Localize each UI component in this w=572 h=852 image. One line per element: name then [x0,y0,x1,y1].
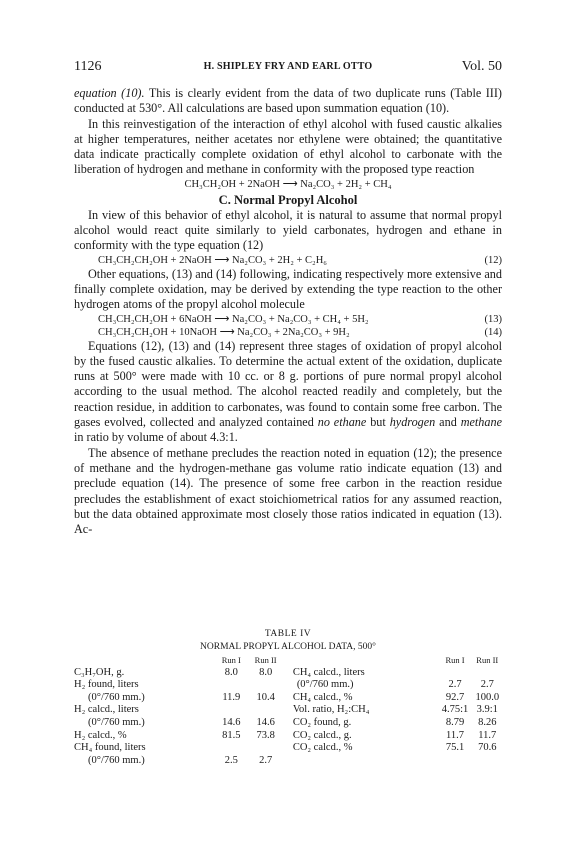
equation-12 [74,254,502,267]
equation-13 [74,313,502,326]
paragraph-5 [74,339,502,446]
equation-ethyl: CH₃CH₂OH + 2NaOH ⟶ Na₂CO₃ + 2H₂ + CH₄ [184,178,392,190]
table-header-row [74,654,502,667]
row-value: 8.26 [478,716,497,728]
row-value: 14.6 [222,716,241,728]
row-label: H₂ found, liters [74,679,139,691]
row-value: 75.1 [445,742,465,754]
section-heading: C. Normal Propyl Alcohol [218,192,358,207]
row-value [248,742,282,755]
paragraph-5-italic-1: no ethane [317,415,367,430]
row-value [437,667,472,680]
run-2-header-right: Run II [476,655,499,665]
page-number: 1126 [74,59,102,74]
row-label: CO₂ found, g. [292,716,352,728]
equation-13-number: (13) [484,313,502,325]
row-value: 11.9 [222,691,241,703]
row-value: 2.5 [224,754,238,766]
row-value [248,679,282,692]
paragraph-6: The absence of methane precludes the reaction noted in equation (12); the presence of methane and the hydrogen-methane gas volume ratio indicate equation (13) and preclude equation (14). The presence of some free carbon in the reaction residue precludes the establishment of exact stoichiometrical ratios for any assumed reaction, but the data obtained approximate most closely those ratios indicated in equation (13). Ac- [74,445,502,537]
table-row [74,667,502,680]
row-value [437,755,472,768]
running-title: H. SHIPLEY FRY AND EARL OTTO [203,61,373,72]
row-label: Vol. ratio, H₂:CH₄ [292,704,370,716]
table-row [74,679,502,692]
table-row [74,730,502,743]
table-iv [74,628,502,767]
row-value: 4.75:1 [441,704,469,716]
row-value: 2.7 [259,754,273,766]
paragraph-5-text-d: in ratio by volume of about 4.3:1. [74,430,238,445]
row-value: 8.0 [224,666,238,678]
row-value: 3.9:1 [476,704,498,716]
paragraph-3: In view of this behavior of ethyl alcohol, it is natural to assume that normal propyl alcohol would react quite similarly to yield carbonates, hydrogen and ethane in conformity with the type equation (12) [74,207,502,253]
row-value: 14.6 [256,716,275,728]
row-label: CH₄ found, liters [74,742,146,754]
row-value [214,742,248,755]
equation-14 [74,326,502,339]
row-value: 70.6 [478,742,497,754]
row-value: 11.7 [478,729,497,741]
row-label: CO₂ calcd., g. [292,729,352,741]
row-value [473,667,502,680]
equation-14-text: CH₃CH₂CH₂OH + 10NaOH ⟶ Na₂CO₃ + 2Na₂CO₃ + 9H₂ [98,326,350,338]
row-value [473,755,502,768]
table-row [74,755,502,768]
equation-ref-italic: equation (10). [74,86,145,100]
paragraph-5-italic-2: hydrogen [389,415,436,430]
row-label: H₂ calcd., % [74,729,127,741]
table-row [74,717,502,730]
data-table [74,654,502,767]
row-label: (0°/760 mm.) [88,691,145,703]
running-header [74,59,502,77]
paragraph-5-text-b: but [366,415,390,430]
row-value: 92.7 [445,691,465,703]
table-row [74,704,502,717]
run-1-header-right: Run I [445,655,465,665]
row-label: C₃H₇OH, g. [74,666,125,678]
row-value: 100.0 [475,691,500,703]
paragraph-2: In this reinvestigation of the interaction of ethyl alcohol with fused caustic alkalies at higher temperatures, neither acetates nor ethylene were obtained; the quantitative data indicate practically complete oxidation of ethyl alcohol to carbonate with the liberation of hydrogen and methane in conformity with the proposed type reaction [74,116,502,177]
article-body [74,86,502,537]
table-row [74,692,502,705]
run-2-header: Run II [254,655,277,665]
row-value: 2.7 [480,679,494,691]
table-subtitle: NORMAL PROPYL ALCOHOL DATA, 500° [200,642,376,652]
equation-14-number: (14) [484,326,502,338]
row-label: CH₄ calcd., liters [292,666,365,678]
paragraph-5-text-a: Equations (12), (13) and (14) represent three stages of oxidation of propyl alcohol by the fused caustic alkalies. To determine the actual extent of the oxidation, duplicate runs at 500° were made with 10 cc. or 8 g. portions of pure normal propyl alcohol according to the usual method. The alcohol reacted readily and completely, but the reaction residue, in addition to carbonates, was found to contain some free carbon. The gases evolved, collected and analyzed contained [74,338,502,430]
paragraph-5-text-c: and [435,415,461,430]
row-label [283,755,438,768]
paragraph-5-italic-3: methane [460,415,502,430]
paragraph-1 [74,86,502,117]
paragraph-4: Other equations, (13) and (14) following, indicating respectively more extensive and finally complete oxidation, may be derived by extending the type reaction to the other hydrogen atoms of the propyl alcohol molecule [74,266,502,312]
table-caption: TABLE IV [264,629,312,639]
row-value [248,704,282,717]
row-value: 81.5 [222,729,241,741]
row-label: (0°/760 mm.) [88,754,145,766]
row-label: H₂ calcd., liters [74,704,139,716]
row-value: 8.79 [445,716,465,728]
row-value: 11.7 [446,729,464,741]
table-row [74,742,502,755]
row-value: 2.7 [448,679,462,691]
run-1-header: Run I [221,655,241,665]
row-label: CO₂ calcd., % [292,742,353,754]
row-value [214,704,248,717]
equation-12-number: (12) [484,254,502,266]
equation-13-text: CH₃CH₂CH₂OH + 6NaOH ⟶ Na₂CO₃ + Na₂CO₃ + CH₄ + 5H₂ [98,313,369,325]
paragraph-1-text: This is clearly evident from the data of two duplicate runs (Table III) conducted at 530°. All calculations are based upon summation equation (10). [74,86,502,116]
row-value: 10.4 [256,691,275,703]
row-value [214,679,248,692]
row-value: 73.8 [256,729,275,741]
equation-12-text: CH₃CH₂CH₂OH + 2NaOH ⟶ Na₂CO₃ + 2H₂ + C₂H₆ [98,254,327,266]
row-value: 8.0 [259,666,273,678]
row-label: (0°/760 mm.) [296,679,354,691]
volume-label: Vol. 50 [461,59,502,74]
row-label: (0°/760 mm.) [88,716,145,728]
row-label: CH₄ calcd., % [292,691,353,703]
